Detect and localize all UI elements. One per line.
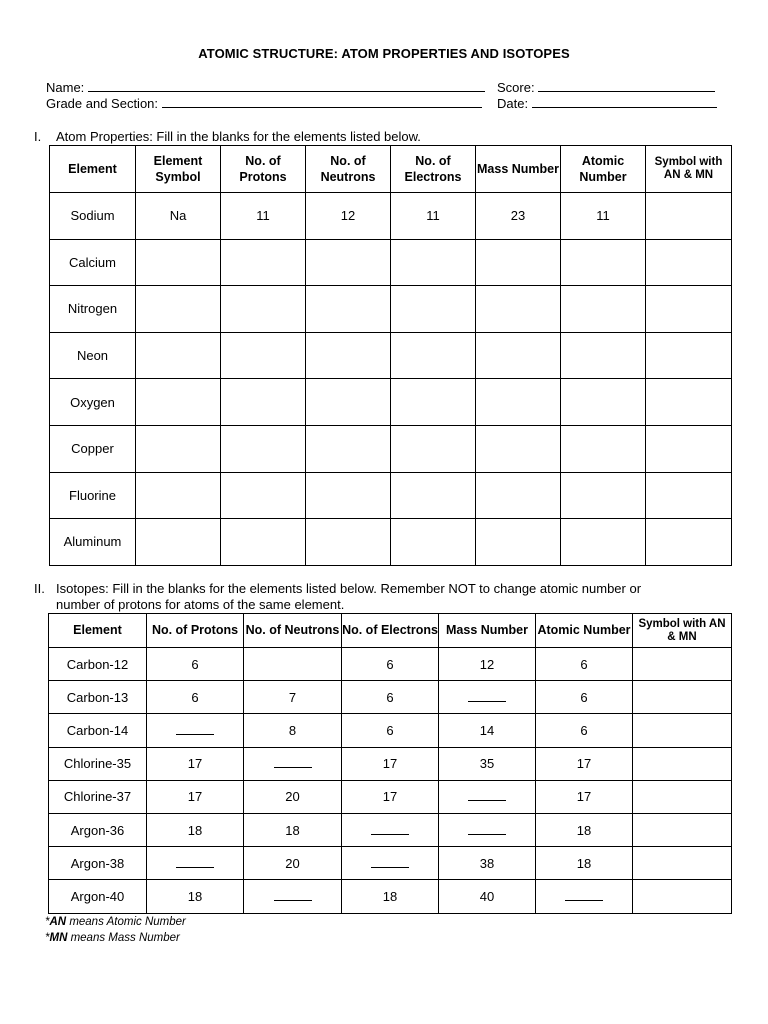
table-cell[interactable]	[476, 239, 561, 286]
table-cell: 11	[221, 193, 306, 240]
element-name-cell: Oxygen	[50, 379, 136, 426]
answer-blank[interactable]	[274, 757, 312, 768]
table-cell[interactable]	[136, 472, 221, 519]
column-header: No. of Neutrons	[244, 614, 342, 648]
table-cell[interactable]	[391, 519, 476, 566]
table-cell[interactable]	[646, 472, 732, 519]
table-cell[interactable]	[476, 472, 561, 519]
table-cell: 18	[536, 847, 633, 880]
section-2-heading	[34, 582, 734, 612]
table-cell[interactable]	[633, 813, 732, 846]
atom-properties-table	[49, 145, 732, 566]
table-cell[interactable]	[391, 286, 476, 333]
column-header: Mass Number	[476, 146, 561, 193]
table-cell: 6	[342, 681, 439, 714]
footnote-mn-text: means Mass Number	[70, 932, 180, 944]
table-cell[interactable]	[306, 239, 391, 286]
table-cell: 17	[342, 747, 439, 780]
footnote-mn-key: MN	[49, 932, 68, 944]
answer-blank[interactable]	[176, 724, 214, 735]
column-header: Element	[49, 614, 147, 648]
table-cell[interactable]	[633, 880, 732, 913]
answer-blank[interactable]	[565, 890, 603, 901]
table-cell: 20	[244, 780, 342, 813]
table-row	[49, 813, 732, 846]
element-name-cell: Fluorine	[50, 472, 136, 519]
table-cell[interactable]	[136, 519, 221, 566]
table-cell[interactable]	[561, 379, 646, 426]
footnote-mn: *MN means Mass Number	[45, 932, 180, 944]
date-field[interactable]	[532, 96, 717, 108]
table-cell: 18	[536, 813, 633, 846]
column-header: Symbol with AN & MN	[633, 614, 732, 648]
table-row	[50, 472, 732, 519]
table-cell[interactable]	[646, 379, 732, 426]
table-cell[interactable]	[391, 332, 476, 379]
table-cell[interactable]	[221, 332, 306, 379]
table-cell: 17	[536, 780, 633, 813]
table-cell: 23	[476, 193, 561, 240]
table-row	[49, 780, 732, 813]
table-cell[interactable]	[561, 332, 646, 379]
table-cell[interactable]	[476, 425, 561, 472]
section-2-instructions-line1: Isotopes: Fill in the blanks for the elements listed below. Remember NOT to change atomic number or	[56, 581, 642, 596]
table-cell: 7	[244, 681, 342, 714]
table-row	[49, 880, 732, 913]
grade-field[interactable]	[162, 96, 482, 108]
footnote-an-text: means Atomic Number	[69, 916, 186, 928]
table-cell: 6	[147, 681, 244, 714]
table-cell: 17	[147, 747, 244, 780]
column-header: Element Symbol	[136, 146, 221, 193]
table-cell: 40	[439, 880, 536, 913]
column-header: Symbol with AN & MN	[646, 146, 732, 193]
answer-blank[interactable]	[371, 824, 409, 835]
table-cell[interactable]	[439, 813, 536, 846]
table-cell: 11	[561, 193, 646, 240]
column-header: Atomic Number	[536, 614, 633, 648]
table-cell: 6	[536, 648, 633, 681]
section-1-number: I.	[34, 129, 42, 144]
table-cell[interactable]	[561, 472, 646, 519]
table-cell[interactable]	[221, 519, 306, 566]
element-name-cell: Argon-38	[49, 847, 147, 880]
table-cell: 20	[244, 847, 342, 880]
table-cell[interactable]	[633, 714, 732, 747]
element-name-cell: Chlorine-35	[49, 747, 147, 780]
table-cell[interactable]	[221, 425, 306, 472]
element-name-cell: Copper	[50, 425, 136, 472]
grade-label: Grade and Section:	[46, 96, 159, 111]
table-cell[interactable]	[646, 239, 732, 286]
name-line	[46, 80, 485, 96]
table-cell[interactable]	[476, 332, 561, 379]
column-header: No. of Electrons	[342, 614, 439, 648]
table-cell[interactable]	[476, 286, 561, 333]
element-name-cell: Sodium	[50, 193, 136, 240]
table-row	[50, 332, 732, 379]
table-cell[interactable]	[244, 747, 342, 780]
table-cell[interactable]	[561, 239, 646, 286]
column-header: No. of Protons	[221, 146, 306, 193]
table-cell[interactable]	[306, 519, 391, 566]
column-header: No. of Neutrons	[306, 146, 391, 193]
footnote-an-key: AN	[49, 916, 67, 928]
name-field[interactable]	[88, 80, 485, 92]
table-cell[interactable]	[439, 780, 536, 813]
element-name-cell: Carbon-12	[49, 648, 147, 681]
table-cell[interactable]	[646, 519, 732, 566]
table-cell[interactable]	[221, 379, 306, 426]
table-cell: 6	[536, 681, 633, 714]
table-row	[49, 847, 732, 880]
date-line	[497, 96, 717, 112]
table-row	[49, 681, 732, 714]
table-cell[interactable]	[136, 379, 221, 426]
element-name-cell: Aluminum	[50, 519, 136, 566]
footnote-an: *AN means Atomic Number	[45, 916, 186, 928]
answer-blank[interactable]	[176, 857, 214, 868]
table-cell[interactable]	[646, 193, 732, 240]
element-name-cell: Calcium	[50, 239, 136, 286]
score-field[interactable]	[538, 80, 715, 92]
table-cell: 17	[342, 780, 439, 813]
table-cell[interactable]	[342, 813, 439, 846]
table-cell[interactable]	[561, 519, 646, 566]
table-cell[interactable]	[646, 332, 732, 379]
section-1-heading	[34, 130, 734, 145]
table-cell: 17	[536, 747, 633, 780]
table-cell[interactable]	[391, 379, 476, 426]
table-row	[50, 519, 732, 566]
table-header-row	[49, 614, 732, 648]
table-cell[interactable]	[306, 286, 391, 333]
table-cell[interactable]	[439, 681, 536, 714]
grade-line	[46, 96, 482, 112]
table-cell[interactable]	[633, 847, 732, 880]
table-cell: 18	[147, 813, 244, 846]
table-cell[interactable]	[244, 648, 342, 681]
table-cell[interactable]	[561, 286, 646, 333]
table-header-row	[50, 146, 732, 193]
table-cell[interactable]	[221, 286, 306, 333]
table-row	[50, 379, 732, 426]
table-cell: 14	[439, 714, 536, 747]
table-cell[interactable]	[476, 519, 561, 566]
table-row	[50, 425, 732, 472]
table-row	[50, 239, 732, 286]
table-cell: 6	[147, 648, 244, 681]
element-name-cell: Chlorine-37	[49, 780, 147, 813]
answer-blank[interactable]	[468, 790, 506, 801]
table-cell[interactable]	[136, 332, 221, 379]
table-cell[interactable]	[391, 425, 476, 472]
answer-blank[interactable]	[468, 691, 506, 702]
column-header: Atomic Number	[561, 146, 646, 193]
section-2-number: II.	[34, 581, 45, 596]
answer-blank[interactable]	[371, 857, 409, 868]
table-cell[interactable]	[306, 425, 391, 472]
score-label: Score:	[497, 80, 535, 95]
isotopes-table	[48, 613, 732, 914]
table-cell: 18	[244, 813, 342, 846]
table-cell: 17	[147, 780, 244, 813]
table-cell[interactable]	[221, 239, 306, 286]
table-cell: 18	[147, 880, 244, 913]
date-label: Date:	[497, 96, 529, 111]
table-cell[interactable]	[646, 425, 732, 472]
table-cell: 35	[439, 747, 536, 780]
section-2-instructions-line2: number of protons for atoms of the same element.	[56, 597, 345, 612]
table-cell[interactable]	[391, 239, 476, 286]
table-cell: 6	[342, 714, 439, 747]
table-row	[49, 747, 732, 780]
name-label: Name:	[46, 80, 85, 95]
answer-blank[interactable]	[468, 824, 506, 835]
element-name-cell: Argon-40	[49, 880, 147, 913]
table-cell[interactable]	[306, 472, 391, 519]
table-cell[interactable]	[136, 425, 221, 472]
table-cell: 18	[342, 880, 439, 913]
worksheet-title: ATOMIC STRUCTURE: ATOM PROPERTIES AND ISOTOPES	[198, 46, 570, 61]
column-header: Mass Number	[439, 614, 536, 648]
table-cell: 12	[439, 648, 536, 681]
table-cell: 8	[244, 714, 342, 747]
column-header: No. of Protons	[147, 614, 244, 648]
table-cell: 38	[439, 847, 536, 880]
table-row	[50, 286, 732, 333]
table-cell: 6	[342, 648, 439, 681]
table-row	[49, 648, 732, 681]
table-cell: 6	[536, 714, 633, 747]
table-cell[interactable]	[136, 286, 221, 333]
table-cell[interactable]	[342, 847, 439, 880]
table-cell[interactable]	[306, 332, 391, 379]
element-name-cell: Neon	[50, 332, 136, 379]
table-cell[interactable]	[147, 847, 244, 880]
table-cell[interactable]	[633, 681, 732, 714]
table-cell[interactable]	[561, 425, 646, 472]
element-name-cell: Nitrogen	[50, 286, 136, 333]
section-1-instructions: Atom Properties: Fill in the blanks for the elements listed below.	[56, 129, 421, 144]
table-cell[interactable]	[646, 286, 732, 333]
column-header: No. of Electrons	[391, 146, 476, 193]
table-cell[interactable]	[476, 379, 561, 426]
table-cell[interactable]	[136, 239, 221, 286]
table-cell[interactable]	[221, 472, 306, 519]
answer-blank[interactable]	[274, 890, 312, 901]
table-cell: Na	[136, 193, 221, 240]
table-cell: 11	[391, 193, 476, 240]
table-cell[interactable]	[633, 648, 732, 681]
table-cell: 12	[306, 193, 391, 240]
table-row	[49, 714, 732, 747]
column-header: Element	[50, 146, 136, 193]
element-name-cell: Argon-36	[49, 813, 147, 846]
table-cell[interactable]	[633, 747, 732, 780]
table-cell[interactable]	[244, 880, 342, 913]
table-cell[interactable]	[633, 780, 732, 813]
table-cell[interactable]	[147, 714, 244, 747]
table-row	[50, 193, 732, 240]
element-name-cell: Carbon-13	[49, 681, 147, 714]
table-cell[interactable]	[391, 472, 476, 519]
score-line	[497, 80, 715, 96]
element-name-cell: Carbon-14	[49, 714, 147, 747]
table-cell[interactable]	[306, 379, 391, 426]
table-cell[interactable]	[536, 880, 633, 913]
